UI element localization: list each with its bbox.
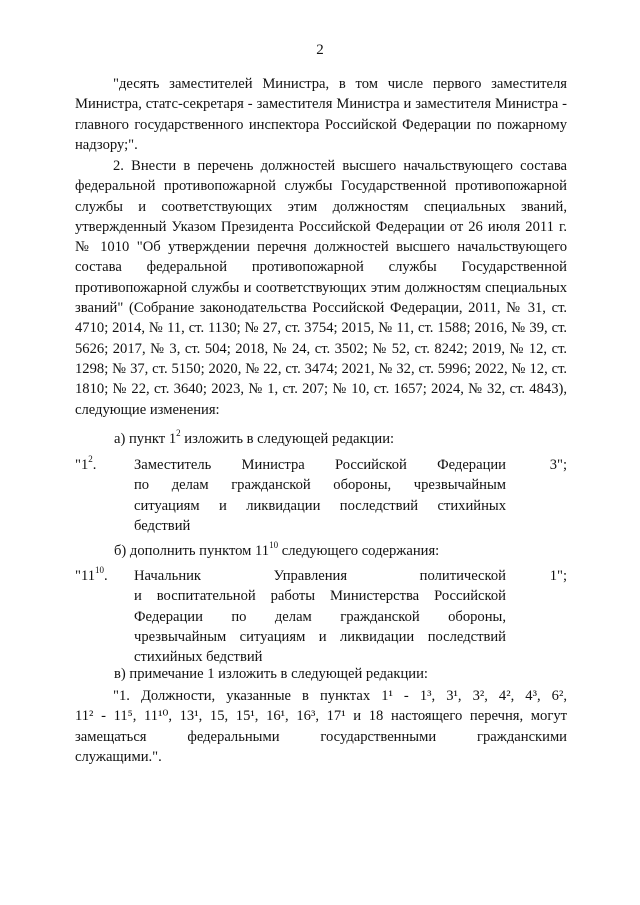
entry-1-text bbox=[134, 455, 506, 536]
entry-1-number-sup: 2 bbox=[88, 454, 93, 465]
entry-1-value: 3"; bbox=[549, 457, 567, 473]
entry-2-value: 1"; bbox=[549, 568, 567, 584]
entry-1-line: по делам гражданской обороны, чрезвычайным bbox=[134, 477, 506, 494]
entry-1-number bbox=[75, 455, 96, 475]
paragraph-2-text: 2. Внести в перечень должностей высшего начальствующего состава федеральной противопожарной службы Государственной противопожарной службы и соответствующих этим должностям специальных званий, утвержденный Указом Президента Российской Федерации от 26 июля 2011 г. № 1010 "Об утверждении перечня должностей высшего начальствующего состава федеральной противопожарной службы Государственной противопожарной службы и соответствующих этим должностям специальных званий" (Собрание законодательства Российской Федерации, 2011, № 31, ст. 4710; 2014, № 11, ст. 1130; № 27, ст. 3754; 2015, № 11, ст. 1588; 2016, № 39, ст. 5626; 2017, № 3, ст. 504; 2018, № 24, ст. 3502; № 52, ст. 8242; 2019, № 12, ст. 1298; № 37, ст. 5150; 2020, № 22, ст. 3474; 2021, № 32, ст. 5996; 2022, № 12, ст. 1810; № 22, ст. 3640; 2023, № 1, ст. 207; № 10, ст. 1657; 2024, № 32, ст. 4843), следующие изменения: bbox=[75, 158, 567, 418]
entry-2-number-post: . bbox=[104, 568, 108, 584]
entry-2-number-sup: 10 bbox=[95, 565, 105, 576]
entry-1-line: ситуациям и ликвидации последствий стихийных bbox=[134, 497, 506, 514]
entry-2 bbox=[75, 566, 567, 668]
entry-2-number bbox=[75, 566, 108, 586]
entry-2-line: и воспитательной работы Министерства Российской bbox=[134, 588, 506, 605]
subitem-a-pre: а) пункт 1 bbox=[114, 431, 177, 447]
subitem-b bbox=[114, 541, 439, 561]
subitem-b-post: следующего содержания: bbox=[278, 543, 440, 559]
entry-1 bbox=[75, 455, 567, 537]
entry-1-line: Заместитель Министра Российской Федерации bbox=[134, 457, 506, 473]
entry-2-text bbox=[134, 566, 506, 667]
page-number: 2 bbox=[316, 42, 324, 58]
paragraph-2 bbox=[75, 156, 567, 420]
note-1 bbox=[75, 686, 567, 767]
paragraph-1 bbox=[75, 74, 567, 155]
note-1-line-3: замещаться федеральными государственными гражданскими bbox=[75, 728, 567, 745]
note-1-line-2: 11² - 11⁵, 11¹⁰, 13¹, 15, 15¹, 16¹, 16³, 17¹ и 18 настоящего перечня, могут bbox=[75, 708, 567, 725]
paragraph-1-text: "десять заместителей Министра, в том числе первого заместителя Министра, статс-секретаря - заместителя Министра и заместителя Министра - главного государственного инспектора Российской Федерации по пожарному надзору;". bbox=[75, 76, 567, 153]
entry-2-line: чрезвычайным ситуациям и ликвидации последствий bbox=[134, 628, 506, 645]
entry-2-line: Начальник Управления политической bbox=[134, 568, 506, 584]
subitem-a-post: изложить в следующей редакции: bbox=[180, 431, 395, 447]
subitem-b-sup: 10 bbox=[269, 540, 279, 551]
subitem-a bbox=[114, 429, 394, 449]
entry-1-line: бедствий bbox=[134, 517, 191, 534]
note-1-line-1: "1. Должности, указанные в пунктах 1¹ - 1³, 3¹, 3², 4², 4³, 6², bbox=[113, 688, 567, 704]
subitem-v-label: в) примечание 1 изложить в следующей редакции: bbox=[114, 666, 428, 682]
subitem-v bbox=[114, 664, 428, 684]
subitem-b-pre: б) дополнить пунктом 11 bbox=[114, 543, 270, 559]
entry-1-number-pre: "1 bbox=[75, 457, 89, 473]
subitem-a-sup: 2 bbox=[176, 428, 181, 439]
entry-2-number-pre: "11 bbox=[75, 568, 96, 584]
entry-2-line: Федерации по делам гражданской обороны, bbox=[134, 608, 506, 625]
entry-2-line: стихийных бедствий bbox=[134, 649, 263, 666]
note-1-line-4: служащими.". bbox=[75, 748, 162, 765]
entry-1-number-post: . bbox=[92, 457, 97, 473]
